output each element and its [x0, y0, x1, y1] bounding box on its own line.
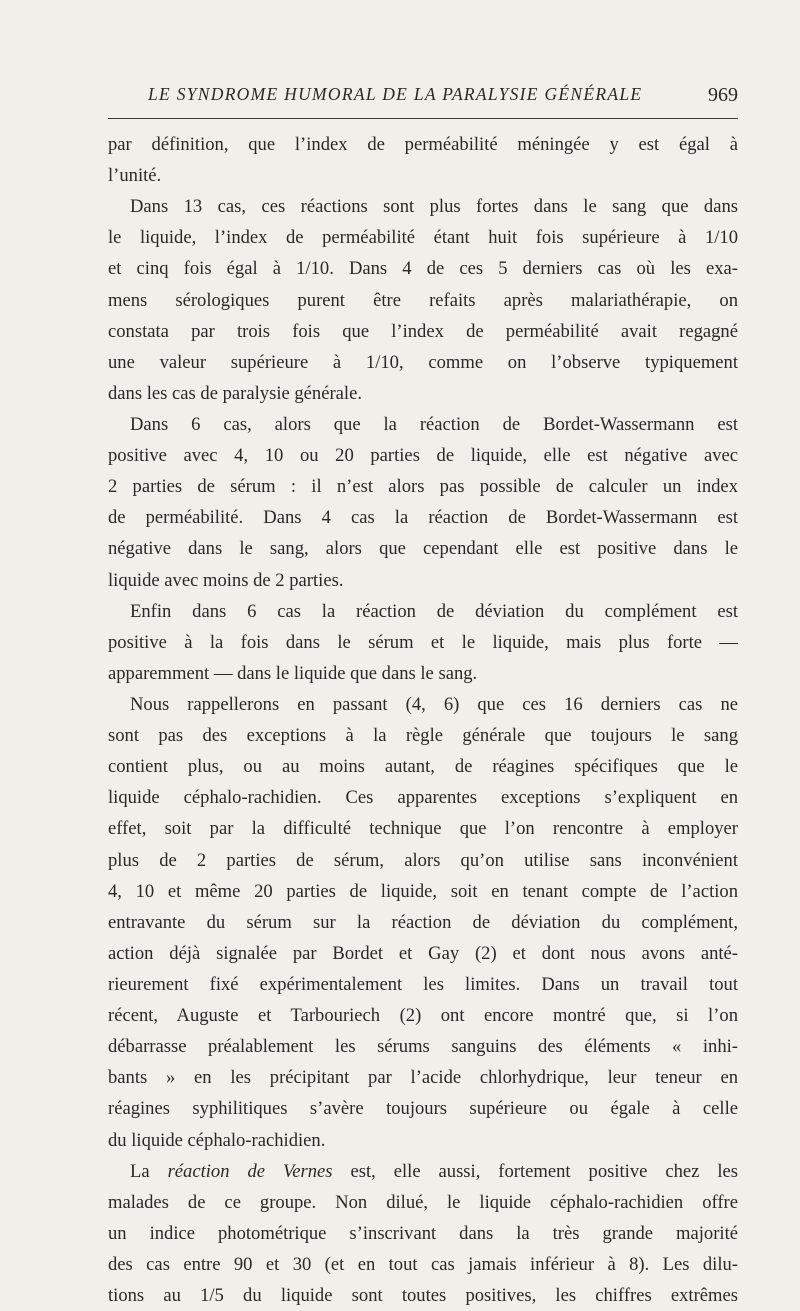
text-line: Nous rappellerons en passant (4, 6) que ces 16 derniers cas ne	[130, 693, 738, 715]
text-line	[108, 1156, 738, 1187]
text-line: bants » en les précipitant par l’acide chlorhydrique, leur teneur en	[108, 1067, 738, 1089]
text-line: le liquide, l’index de perméabilité étant huit fois supérieure à 1/10	[108, 227, 738, 249]
text-line: contient plus, ou au moins autant, de réagines spécifiques que le	[108, 756, 738, 778]
text-line: du liquide céphalo-rachidien.	[108, 1129, 326, 1151]
text-line: Enfin dans 6 cas la réaction de déviation du complément est	[130, 600, 738, 622]
text-line: récent, Auguste et Tarbouriech (2) ont encore montré que, si l’on	[108, 1005, 738, 1027]
header-rule	[108, 118, 738, 119]
running-head	[108, 84, 738, 114]
text-line: un indice photométrique s’inscrivant dans la très grande majorité	[108, 1222, 738, 1244]
italic-term: réaction de Vernes	[167, 1160, 333, 1182]
text-line: négative dans le sang, alors que cependant elle est positive dans le	[108, 538, 738, 560]
text-line: liquide céphalo-rachidien. Ces apparentes exceptions s’expliquent en	[108, 787, 738, 809]
text-line: 4, 10 et même 20 parties de liquide, soit en tenant compte de l’action	[108, 880, 738, 902]
text-line: constata par trois fois que l’index de perméabilité avait regagné	[108, 320, 738, 342]
text-line: positive à la fois dans le sérum et le liquide, mais plus forte —	[108, 631, 738, 653]
text-line: apparemment — dans le liquide que dans le sang.	[108, 662, 478, 684]
text-line: des cas entre 90 et 30 (et en tout cas jamais inférieur à 8). Les dilu-	[108, 1253, 738, 1275]
text-line: tions au 1/5 du liquide sont toutes positives, les chiffres extrêmes	[108, 1285, 738, 1307]
text-line: dans les cas de paralysie générale.	[108, 382, 362, 404]
text-line: plus de 2 parties de sérum, alors qu’on utilise sans inconvénient	[108, 849, 738, 871]
page-number: 969	[708, 84, 738, 106]
running-title: LE SYNDROME HUMORAL DE LA PARALYSIE GÉNÉRALE	[148, 84, 643, 104]
text-line: une valeur supérieure à 1/10, comme on l’observe typiquement	[108, 351, 738, 373]
line-segment: est, elle aussi, fortement positive chez les	[332, 1160, 738, 1182]
text-line: mens sérologiques purent être refaits après malariathérapie, on	[108, 289, 738, 311]
text-line: débarrasse préalablement les sérums sanguins des éléments « inhi-	[108, 1036, 738, 1058]
text-line: 2 parties de sérum : il n’est alors pas possible de calculer un index	[108, 476, 738, 498]
body-text	[108, 129, 738, 1311]
text-line: Dans 6 cas, alors que la réaction de Bordet-Wassermann est	[130, 413, 738, 435]
text-line: positive avec 4, 10 ou 20 parties de liquide, elle est négative avec	[108, 445, 738, 467]
text-line: réagines syphilitiques s’avère toujours supérieure ou égale à celle	[108, 1098, 738, 1120]
text-line: Dans 13 cas, ces réactions sont plus fortes dans le sang que dans	[130, 196, 738, 218]
text-line: et cinq fois égal à 1/10. Dans 4 de ces 5 derniers cas où les exa-	[108, 258, 738, 280]
text-line: action déjà signalée par Bordet et Gay (2) et dont nous avons anté-	[108, 942, 738, 964]
text-line: malades de ce groupe. Non dilué, le liquide céphalo-rachidien offre	[108, 1191, 738, 1213]
text-line: l’unité.	[108, 165, 162, 187]
text-line: sont pas des exceptions à la règle générale que toujours le sang	[108, 725, 738, 747]
text-line: rieurement fixé expérimentalement les limites. Dans un travail tout	[108, 973, 738, 995]
text-line: par définition, que l’index de perméabilité méningée y est égal à	[108, 134, 738, 155]
text-line: effet, soit par la difficulté technique que l’on rencontre à employer	[108, 818, 738, 840]
text-line: entravante du sérum sur la réaction de déviation du complément,	[108, 911, 738, 933]
line-segment: La	[130, 1160, 168, 1182]
text-line: de perméabilité. Dans 4 cas la réaction de Bordet-Wassermann est	[108, 507, 738, 529]
text-line: liquide avec moins de 2 parties.	[108, 569, 344, 591]
